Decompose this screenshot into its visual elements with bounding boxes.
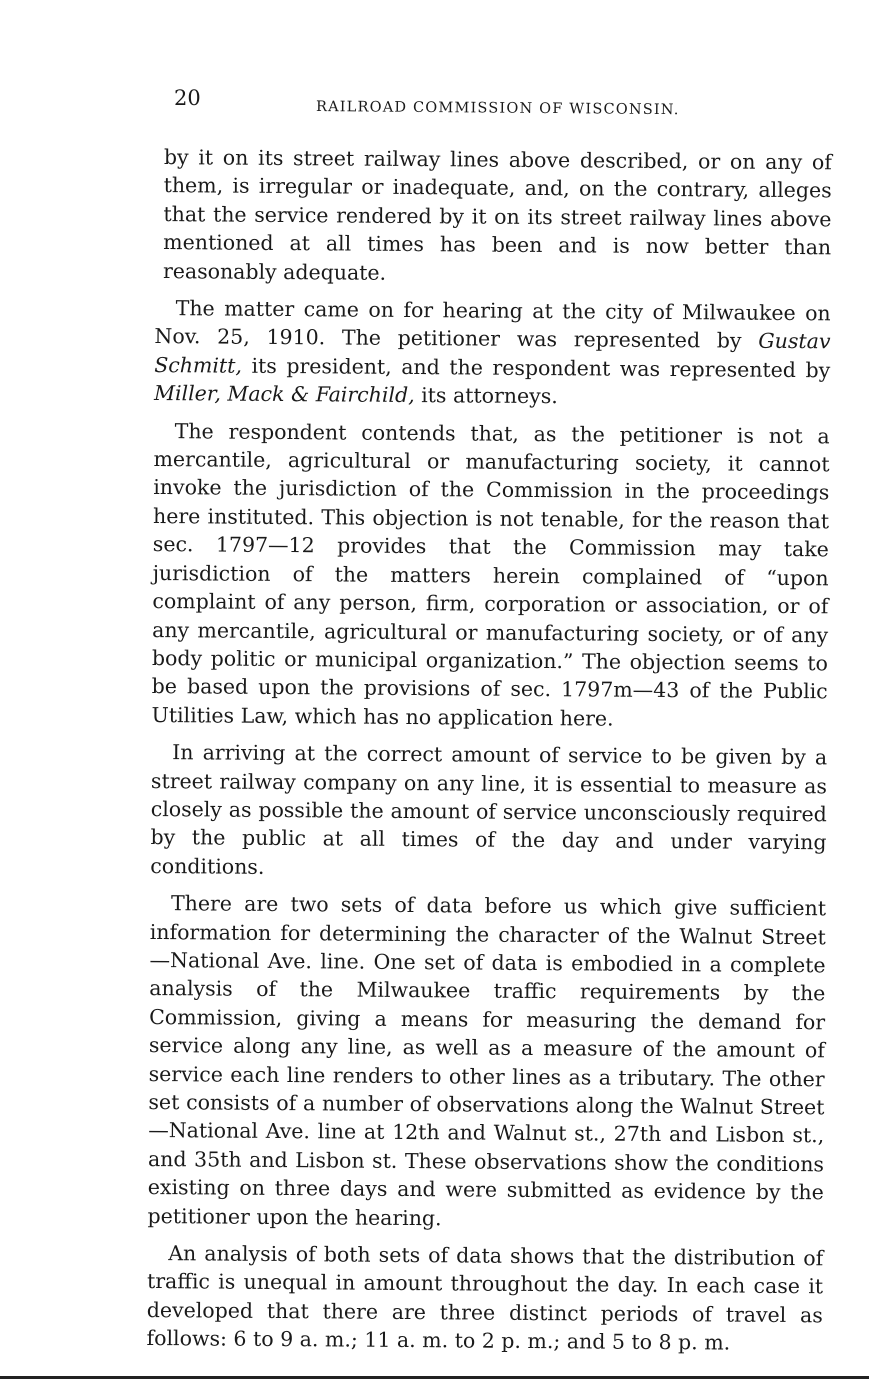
paragraph-service-measure: In arriving at the correct amount of service to be given by a street railway company on any line, it is essential to measure as closely as possible the amount of service unconsciously required by the public at all times of the day and under varying conditions. bbox=[150, 740, 828, 879]
hearing-text-3: its attorneys. bbox=[414, 383, 558, 409]
hearing-text-1: The matter came on for hearing at the city of Milwaukee on Nov. 25, 1910. The petitioner was represented by bbox=[154, 296, 831, 354]
paragraph-traffic-analysis: An analysis of both sets of data shows that the distribution of traffic is unequal in amount throughout the day. In each case it developed that there are three distinct periods of travel as follows: 6 to 9 a. m.; 11 a. m. to 2 p. m.; and 5 to 8 p. m. bbox=[146, 1241, 824, 1355]
petitioner-president-name: Gustav Schmitt, bbox=[154, 329, 831, 378]
respondent-attorneys-name: Miller, Mack & Fairchild, bbox=[153, 381, 415, 408]
page-number: 20 bbox=[174, 86, 201, 110]
bottom-rule bbox=[0, 1376, 869, 1379]
page-header bbox=[172, 84, 832, 124]
paragraph-jurisdiction: The respondent contends that, as the petitioner is not a mercantile, agricultural or manufacturing society, it cannot invoke the jurisdiction of the Commission in the proceedings here instituted. This objection is not tenable, for the reason that sec. 1797—12 provides that the Commission may take jurisdiction of the matters herein complained of “upon complaint of any person, firm, corporation or association, or of any mercantile, agricultural or manufacturing society, or of any body politic or municipal organization.” The objection seems to be based upon the provisions of sec. 1797m—43 of the Public Utilities Law, which has no application here. bbox=[151, 418, 830, 731]
page-body bbox=[146, 143, 831, 1358]
hearing-text-2: its president, and the respondent was represented by bbox=[241, 353, 831, 383]
paragraph-hearing bbox=[154, 294, 831, 413]
running-title: RAILROAD COMMISSION OF WISCONSIN. bbox=[315, 99, 680, 119]
paragraph-continuation: by it on its street railway lines above described, or on any of them, is irregular or inadequate, and, on the contrary, alleges that the service rendered by it on its street railway lines above mentioned at all times has been and is now better than reasonably adequate. bbox=[162, 145, 832, 285]
paragraph-data-sets: There are two sets of data before us which give sufficient information for determining the character of the Walnut Street—National Ave. line. One set of data is embodied in a complete analysis of the Milwaukee traffic requirements by the Commission, giving a means for measuring the demand for service along any line, as well as a measure of the amount of service each line renders to other lines as a tributary. The other set consists of a number of observations along the Walnut Street—National Ave. line at 12th and Walnut st., 27th and Lisbon st., and 35th and Lisbon st. These observations show the conditions existing on three days and were submitted as evidence by the petitioner upon the hearing. bbox=[147, 891, 827, 1230]
